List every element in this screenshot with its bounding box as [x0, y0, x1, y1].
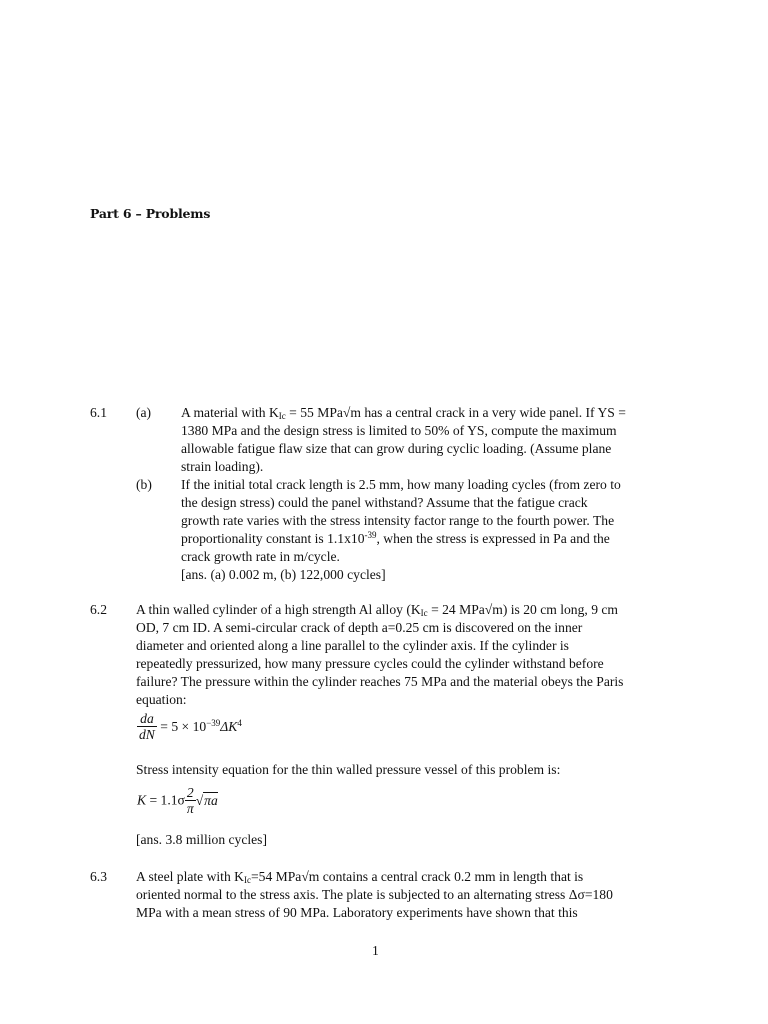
answer-6-1: [ans. (a) 0.002 m, (b) 122,000 cycles] — [181, 567, 386, 582]
text-line: A thin walled cylinder of a high strength Al alloy ($K_{Ic} = 24$ MPa√m) is 20 cm long, 9 cm — [136, 602, 618, 618]
problem-6-3-text — [136, 868, 613, 922]
text-line: the design stress) could the panel withstand? Assume that the fatigue crack — [181, 495, 588, 510]
problem-6-2-text — [136, 601, 623, 709]
fraction-2-pi: $\frac{2}{\pi}$ — [186, 785, 194, 816]
part-label-a: (a) — [136, 405, 152, 420]
problem-6-1-part-b — [181, 476, 621, 584]
stress-intensity-equation: K = 1.1σ $\frac{2}{\pi}$ √πa — [137, 785, 218, 816]
text-line: strain loading). — [181, 459, 264, 474]
text-line: repeatedly pressurized, how many pressure cycles could the cylinder withstand before — [136, 656, 604, 671]
text-line: MPa with a mean stress of 90 MPa. Laboratory experiments have shown that this — [136, 905, 578, 920]
problem-number-6-1: 6.1 — [90, 405, 107, 420]
text-line: A steel plate with $K_{Ic}=54$ MPa√m contains a central crack 0.2 mm in length that is — [136, 869, 584, 885]
text-line: OD, 7 cm ID. A semi-circular crack of depth a=0.25 cm is discovered on the inner — [136, 620, 583, 635]
text-line: growth rate varies with the stress intensity factor range to the fourth power. The — [181, 513, 615, 528]
part-label-b: (b) — [136, 477, 152, 492]
text-line: 1380 MPa and the design stress is limited to 50% of YS, compute the maximum — [181, 423, 617, 438]
text-line: diameter and oriented along a line parallel to the cylinder axis. If the cylinder is — [136, 638, 569, 653]
problem-number-6-3: 6.3 — [90, 869, 107, 884]
text-line: failure? The pressure within the cylinder reaches 75 MPa and the material obeys the Paris — [136, 674, 624, 689]
text-line: proportionality constant is $1.1x10^{-39}$, when the stress is expressed in Pa and the — [181, 530, 610, 546]
text-line: A material with $K_{Ic} = 55$ MPa√m has a central crack in a very wide panel. If YS = — [181, 405, 626, 421]
stress-intensity-text: Stress intensity equation for the thin walled pressure vessel of this problem is: — [136, 762, 561, 777]
problem-6-1-part-a — [181, 404, 626, 476]
text-line: equation: — [136, 692, 187, 707]
answer-6-2: [ans. 3.8 million cycles] — [136, 832, 267, 847]
problem-number-6-2: 6.2 — [90, 602, 107, 617]
fraction-da-dN: $\frac{da}{dN}$ — [139, 711, 155, 742]
text-line: If the initial total crack length is 2.5 mm, how many loading cycles (from zero to — [181, 477, 621, 492]
text-line: crack growth rate in m/cycle. — [181, 549, 340, 564]
text-line: allowable fatigue flaw size that can grow during cyclic loading. (Assume plane — [181, 441, 612, 456]
page-title: Part 6 – Problems — [90, 206, 211, 221]
text-line: oriented normal to the stress axis. The plate is subjected to an alternating stress Δσ=180 — [136, 887, 613, 902]
page-number: 1 — [372, 943, 379, 958]
paris-equation: $\frac{da}{dN}$ = $5 \times 10^{-39}\Delta K^4$ — [139, 711, 242, 742]
